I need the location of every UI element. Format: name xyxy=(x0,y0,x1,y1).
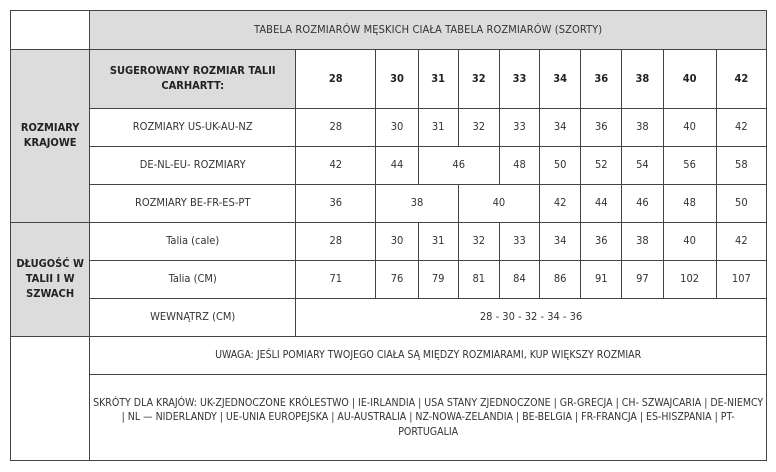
table-cell: 97 xyxy=(622,261,663,299)
header-size: 36 xyxy=(581,50,622,109)
table-cell: 40 xyxy=(663,223,716,261)
table-cell: 48 xyxy=(663,185,716,223)
row-label-de-sizes: DE-NL-EU- ROZMIARY xyxy=(90,147,296,185)
header-size: 31 xyxy=(418,50,458,109)
table-cell: 107 xyxy=(716,261,766,299)
table-cell: 50 xyxy=(540,147,581,185)
table-cell: 56 xyxy=(663,147,716,185)
table-cell: 46 xyxy=(622,185,663,223)
table-cell: 38 xyxy=(622,109,663,147)
table-cell: 30 xyxy=(376,223,418,261)
table-cell: 38 xyxy=(376,185,458,223)
table-cell: 32 xyxy=(458,109,499,147)
table-cell: 31 xyxy=(418,223,458,261)
table-cell: 44 xyxy=(581,185,622,223)
header-size: 42 xyxy=(716,50,766,109)
table-cell: 84 xyxy=(499,261,539,299)
row-label-waist-inch: Talia (cale) xyxy=(90,223,296,261)
header-size: 32 xyxy=(458,50,499,109)
table-cell: 91 xyxy=(581,261,622,299)
table-cell: 40 xyxy=(663,109,716,147)
header-size: 28 xyxy=(296,50,376,109)
table-cell: 28 xyxy=(296,109,376,147)
table-cell: 28 xyxy=(296,223,376,261)
table-title: TABELA ROZMIARÓW MĘSKICH CIAŁA TABELA ROZMIARÓW (SZORTY) xyxy=(90,11,767,50)
table-cell: 34 xyxy=(540,223,581,261)
size-note: UWAGA: JEŚLI POMIARY TWOJEGO CIAŁA SĄ MIĘDZY ROZMIARAMI, KUP WIĘKSZY ROZMIAR xyxy=(90,337,767,375)
header-size: 33 xyxy=(499,50,539,109)
header-size: 30 xyxy=(376,50,418,109)
header-waist-label: SUGEROWANY ROZMIAR TALII CARHARTT: xyxy=(90,50,296,109)
table-cell: 34 xyxy=(540,109,581,147)
table-cell: 33 xyxy=(499,223,539,261)
table-cell: 30 xyxy=(376,109,418,147)
table-cell: 36 xyxy=(581,109,622,147)
table-cell: 52 xyxy=(581,147,622,185)
table-cell: 58 xyxy=(716,147,766,185)
table-cell: 40 xyxy=(458,185,539,223)
table-cell: 79 xyxy=(418,261,458,299)
table-cell: 76 xyxy=(376,261,418,299)
table-cell: 86 xyxy=(540,261,581,299)
row-label-us-sizes: ROZMIARY US-UK-AU-NZ xyxy=(90,109,296,147)
table-cell: 54 xyxy=(622,147,663,185)
country-abbreviations: SKRÓTY DLA KRAJÓW: UK-ZJEDNOCZONE KRÓLESTWO | IE-IRLANDIA | USA STANY ZJEDNOCZONE | GR-GRECJA | CH- SZWAJCARIA | DE-NIEMCY | NL — NIDERLANDY | UE-UNIA EUROPEJSKA | AU-AUSTRALIA | NZ-NOWA-ZELANDIA | BE-BELGIA | FR-FRANCJA | ES-HISZPANIA | PT-PORTUGALIA xyxy=(90,375,767,461)
section-national-sizes: ROZMIARY KRAJOWE xyxy=(11,50,90,223)
table-cell: 33 xyxy=(499,109,539,147)
section-length: DŁUGOŚĆ W TALII I W SZWACH xyxy=(11,223,90,337)
table-cell: 42 xyxy=(716,223,766,261)
table-cell: 31 xyxy=(418,109,458,147)
table-cell: 32 xyxy=(458,223,499,261)
row-label-waist-cm: Talia (CM) xyxy=(90,261,296,299)
table-cell: 36 xyxy=(581,223,622,261)
table-cell: 46 xyxy=(418,147,499,185)
table-cell: 42 xyxy=(716,109,766,147)
table-cell: 71 xyxy=(296,261,376,299)
table-cell: 42 xyxy=(540,185,581,223)
row-label-be-sizes: ROZMIARY BE-FR-ES-PT xyxy=(90,185,296,223)
header-size: 40 xyxy=(663,50,716,109)
inseam-values: 28 - 30 - 32 - 34 - 36 xyxy=(296,299,767,337)
table-cell: 38 xyxy=(622,223,663,261)
table-cell: 102 xyxy=(663,261,716,299)
empty-corner-cell xyxy=(11,11,90,50)
table-cell: 50 xyxy=(716,185,766,223)
table-cell: 44 xyxy=(376,147,418,185)
size-chart-table xyxy=(10,10,767,461)
table-cell: 36 xyxy=(296,185,376,223)
header-size: 38 xyxy=(622,50,663,109)
row-label-inseam: WEWNĄTRZ (CM) xyxy=(90,299,296,337)
table-cell: 42 xyxy=(296,147,376,185)
table-cell: 48 xyxy=(499,147,539,185)
table-cell: 81 xyxy=(458,261,499,299)
header-size: 34 xyxy=(540,50,581,109)
empty-footer-cell xyxy=(11,337,90,461)
